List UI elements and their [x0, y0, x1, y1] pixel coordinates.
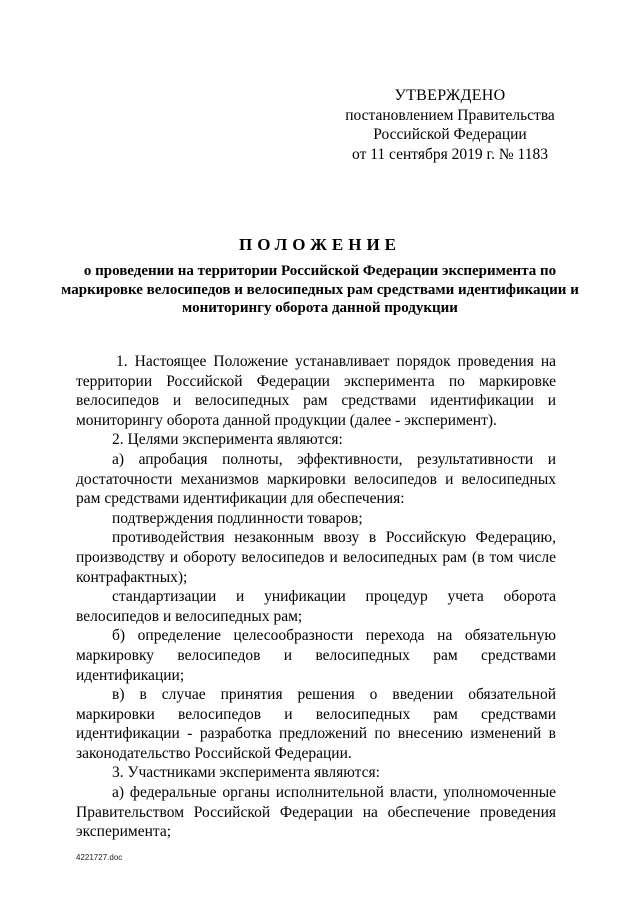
approval-authority: Российской Федерации: [373, 126, 527, 143]
paragraph: а) апробация полноты, эффективности, результативности и достаточности механизмов маркировки велосипедов и велосипедных рам средствами идентификации для обеспечения:: [76, 450, 556, 508]
file-name-footer: 4221727.doc: [76, 853, 123, 862]
paragraph: в) в случае принятия решения о введении обязательной маркировки велосипедов и велосипедных рам средствами идентификации - разработка предложений по внесению изменений в законодательство Российской Федерации.: [76, 686, 556, 762]
approval-block: [340, 86, 560, 164]
paragraph: противодействия незаконным ввозу в Российскую Федерацию, производству и обороту велосипедов и велосипедных рам (в том числе контрафактных);: [76, 529, 556, 586]
paragraph: стандартизации и унификации процедур учета оборота велосипедов и велосипедных рам;: [76, 588, 556, 625]
approval-date-number: от 11 сентября 2019 г. № 1183: [352, 145, 548, 163]
paragraph: а) федеральные органы исполнительной власти, уполномоченные Правительством Российской Федерации на обеспечение проведения эксперимента;: [76, 784, 556, 841]
approval-stamp: УТВЕРЖДЕНО: [394, 87, 506, 104]
document-title: ПОЛОЖЕНИЕ: [239, 235, 401, 254]
paragraph: б) определение целесообразности перехода на обязательную маркировку велосипедов и велосипедных рам средствами идентификации;: [76, 627, 556, 684]
paragraph: 3. Участниками эксперимента являются:: [112, 764, 380, 782]
paragraph: 2. Целями эксперимента являются:: [112, 431, 343, 449]
paragraph: подтверждения подлинности товаров;: [112, 509, 363, 527]
document-subtitle: о проведении на территории Российской Федерации эксперимента по маркировке велосипедов и велосипедных рам средствами идентификации и мониторингу оборота данной продукции: [61, 263, 579, 316]
paragraph: 1. Настоящее Положение устанавливает порядок проведения на территории Российской Федерации эксперимента по маркировке велосипедов и велосипедных рам средствами идентификации и мониторингу оборота данной продукции (далее - эксперимент).: [76, 353, 556, 429]
document-body: [76, 352, 556, 842]
approval-decree: постановлением Правительства: [345, 106, 555, 124]
